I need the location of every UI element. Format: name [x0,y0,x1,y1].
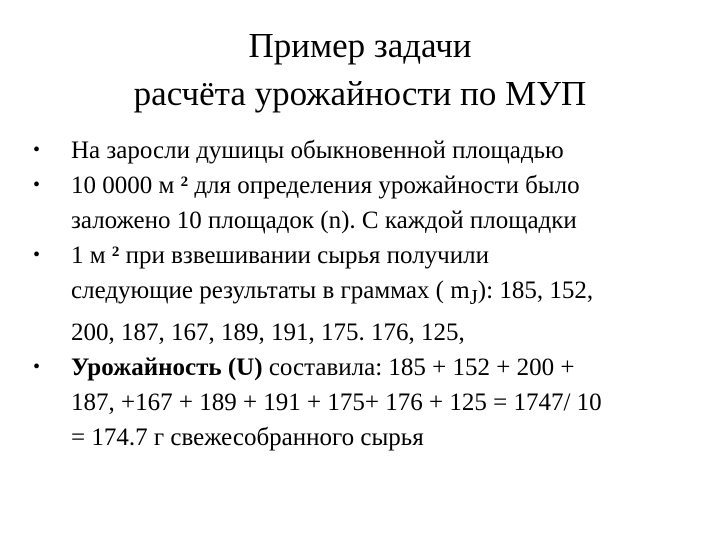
results-values-text: ): 185, 152, [477,277,594,304]
bullet-item-2 [0,168,720,238]
title-line-1: Пример задачи [248,26,472,65]
bullet-list [0,133,720,455]
bullet-3-line-1 [71,238,720,273]
yield-term: Урожайность (U) [71,354,263,381]
bullet-4-line-3: = 174.7 г свежесобранного сырья [71,424,424,451]
mass-subscript: J [469,285,478,309]
bullet-marker: • [33,244,41,266]
bullet-item-4 [0,350,720,455]
bullet-1-line-1: На заросли душицы обыкновенной площадью [71,137,564,164]
area-value-text: 10 0000 м [71,172,181,199]
slide-title [60,22,660,118]
results-intro-text: следующие результаты в граммах ( m [71,277,470,304]
bullet-marker: • [33,139,41,161]
bullet-2-line-2: заложено 10 площадок (n). С каждой площадки [71,207,577,234]
bullet-3-line-2 [71,273,720,315]
square-superscript: 2 [180,174,189,190]
bullet-3-text: при взвешивании сырья получили [119,242,489,269]
bullet-4-text: составила: 185 + 152 + 200 + [262,354,575,381]
square-superscript: 2 [111,244,120,260]
bullet-item-1 [0,133,720,168]
bullet-2-text: для определения урожайности было [188,172,580,199]
bullet-marker: • [33,356,41,378]
plot-size-text: 1 м [71,242,112,269]
bullet-2-line-1 [71,168,720,203]
bullet-item-3 [0,238,720,350]
bullet-3-line-3: 200, 187, 167, 189, 191, 175. 176, 125, [71,319,465,346]
bullet-marker: • [33,174,41,196]
bullet-4-line-2: 187, +167 + 189 + 191 + 175+ 176 + 125 = 1747/ 10 [71,389,602,416]
bullet-4-line-1 [71,350,720,385]
title-line-2: расчёта урожайности по МУП [133,74,587,113]
